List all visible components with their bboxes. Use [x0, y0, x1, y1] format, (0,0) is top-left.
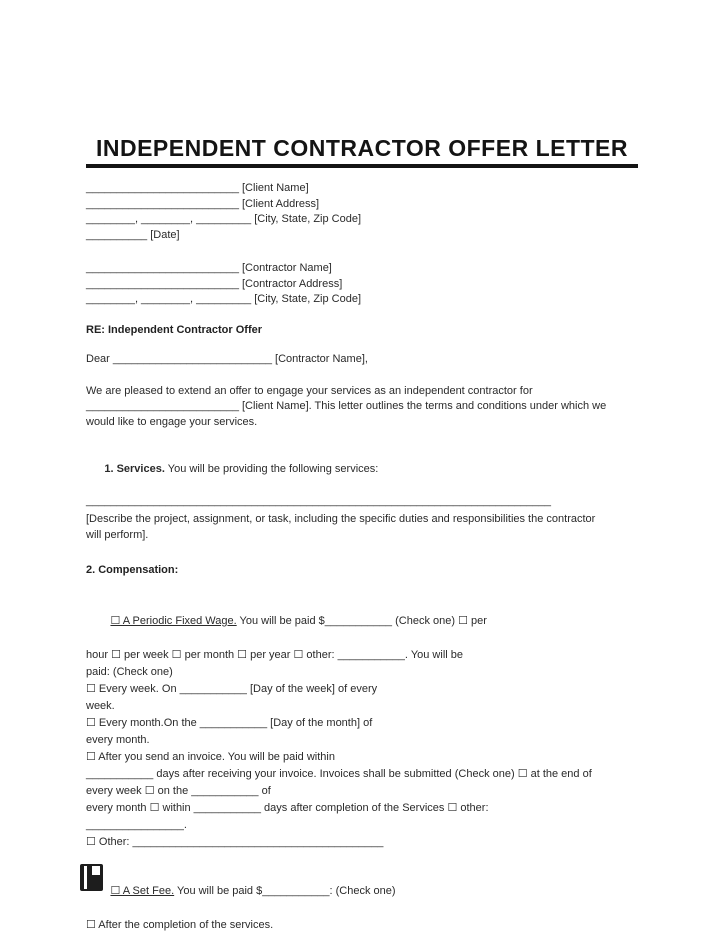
wage-line: paid: (Check one) [86, 665, 173, 678]
services-section-heading [86, 446, 638, 493]
wage-line: hour ☐ per week ☐ per month ☐ per year ☐ other: ___________. You will be [86, 648, 464, 661]
intro-line: We are pleased to extend an offer to engage your services as an independent contractor for [86, 384, 533, 397]
wage-line: ☐ Every month.On the ___________ [Day of the month] of [86, 716, 373, 729]
contractor-address-line: _________________________ [Contractor Address] [86, 277, 343, 290]
contractor-city-state-zip-line: ________, ________, _________ [City, State, Zip Code] [86, 293, 362, 305]
set-fee-text: You will be paid $___________: (Check one) [174, 884, 396, 897]
contractor-name-line: _________________________ [Contractor Name] [86, 262, 332, 274]
title-rule [86, 164, 638, 168]
logo-notch-shape [92, 866, 100, 875]
wage-line: ☐ After you send an invoice. You will be paid within [86, 750, 335, 763]
periodic-fixed-wage-option [86, 596, 638, 851]
client-address-block [86, 181, 638, 243]
client-address-line: _________________________ [Client Address] [86, 197, 320, 210]
set-fee-line: ☐ After the completion of the services. [86, 918, 274, 931]
wage-line: every week ☐ on the ___________ of [86, 784, 271, 797]
periodic-fixed-wage-checkbox-label: ☐ A Periodic Fixed Wage. [110, 614, 237, 627]
services-description-line: will perform]. [86, 528, 149, 541]
client-name-line: _________________________ [Client Name] [86, 182, 309, 194]
wage-line: week. [86, 699, 115, 712]
services-description [86, 512, 638, 543]
wage-line: every month ☐ within ___________ days after completion of the Services ☐ other: [86, 801, 489, 814]
services-description-line: [Describe the project, assignment, or task, including the specific duties and responsibilities the contractor [86, 513, 596, 525]
legaltemplates-logo-icon [80, 864, 103, 891]
client-city-state-zip-line: ________, ________, _________ [City, State, Zip Code] [86, 213, 362, 225]
wage-line: ☐ Every week. On ___________ [Day of the week] of every [86, 682, 378, 695]
intro-line: would like to engage your services. [86, 415, 258, 428]
wage-line: ___________ days after receiving your invoice. Invoices shall be submitted (Check one) ☐ at the end of [86, 767, 592, 780]
wage-line: ________________. [86, 818, 187, 831]
set-fee-option [86, 866, 638, 931]
date-line: __________ [Date] [86, 228, 180, 241]
set-fee-checkbox-label: ☐ A Set Fee. [110, 884, 175, 897]
periodic-fixed-wage-heading-line [86, 596, 638, 647]
contractor-address-block [86, 261, 638, 308]
set-fee-heading-line [86, 866, 638, 917]
document-content [86, 0, 638, 931]
compensation-section-heading: 2. Compensation: [86, 564, 179, 576]
wage-line: ☐ Other: _________________________________________ [86, 835, 384, 848]
wage-line: every month. [86, 733, 150, 746]
services-section-text: You will be providing the following services: [164, 462, 379, 475]
logo-slit-shape [84, 866, 87, 889]
intro-paragraph [86, 384, 638, 431]
periodic-fixed-wage-text: You will be paid $___________ (Check one) ☐ per [236, 614, 487, 627]
document-title: INDEPENDENT CONTRACTOR OFFER LETTER [95, 135, 629, 161]
services-section-number: 1. Services. [104, 462, 165, 475]
re-subject-line: RE: Independent Contractor Offer [86, 323, 263, 336]
services-fill-in-blank: ____________________________________________________________________________ [86, 494, 551, 507]
intro-line: _________________________ [Client Name]. This letter outlines the terms and conditions under which we [86, 400, 607, 412]
salutation-line: Dear __________________________ [Contractor Name], [86, 353, 368, 365]
